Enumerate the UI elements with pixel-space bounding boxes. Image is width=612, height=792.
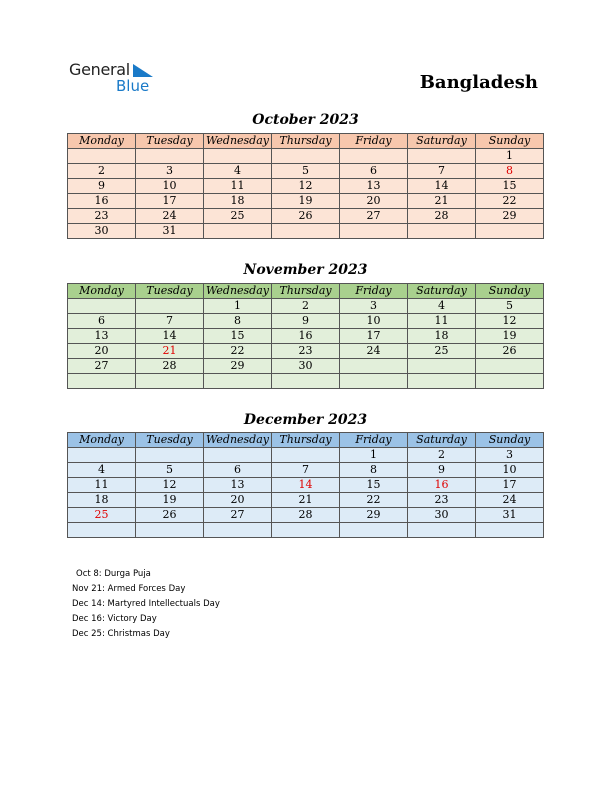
week-row bbox=[68, 194, 544, 209]
day-cell: 18 bbox=[68, 493, 136, 508]
day-cell: 25 bbox=[68, 508, 136, 523]
day-cell: 6 bbox=[68, 314, 136, 329]
day-cell: 15 bbox=[204, 329, 272, 344]
day-cell: 10 bbox=[476, 463, 544, 478]
weekday-header: Tuesday bbox=[136, 134, 204, 149]
weekday-header: Sunday bbox=[476, 433, 544, 448]
day-cell: 28 bbox=[408, 209, 476, 224]
empty-day-cell bbox=[272, 149, 340, 164]
day-cell: 3 bbox=[476, 448, 544, 463]
weekday-header: Monday bbox=[68, 433, 136, 448]
day-cell: 6 bbox=[340, 164, 408, 179]
day-cell: 26 bbox=[272, 209, 340, 224]
empty-day-cell bbox=[340, 224, 408, 239]
day-cell: 15 bbox=[340, 478, 408, 493]
day-cell: 2 bbox=[272, 299, 340, 314]
holiday-note: Oct 8: Durga Puja bbox=[76, 569, 151, 579]
day-cell: 10 bbox=[136, 179, 204, 194]
empty-day-cell bbox=[408, 224, 476, 239]
empty-day-cell bbox=[68, 374, 136, 389]
week-row bbox=[68, 179, 544, 194]
weekday-header: Saturday bbox=[408, 433, 476, 448]
day-cell: 21 bbox=[136, 344, 204, 359]
day-cell: 19 bbox=[136, 493, 204, 508]
weekday-header: Saturday bbox=[408, 284, 476, 299]
empty-day-cell bbox=[272, 523, 340, 538]
week-row bbox=[68, 523, 544, 538]
empty-day-cell bbox=[476, 359, 544, 374]
day-cell: 14 bbox=[272, 478, 340, 493]
weekday-header: Friday bbox=[340, 284, 408, 299]
day-cell: 17 bbox=[476, 478, 544, 493]
empty-day-cell bbox=[340, 359, 408, 374]
day-cell: 20 bbox=[340, 194, 408, 209]
day-cell: 12 bbox=[272, 179, 340, 194]
week-row bbox=[68, 344, 544, 359]
calendar-november bbox=[67, 283, 544, 389]
empty-day-cell bbox=[408, 374, 476, 389]
day-cell: 14 bbox=[136, 329, 204, 344]
day-cell: 16 bbox=[408, 478, 476, 493]
empty-day-cell bbox=[136, 299, 204, 314]
logo-text-general: General bbox=[69, 60, 130, 79]
empty-day-cell bbox=[408, 149, 476, 164]
week-row bbox=[68, 478, 544, 493]
day-cell: 13 bbox=[204, 478, 272, 493]
day-cell: 23 bbox=[68, 209, 136, 224]
day-cell: 4 bbox=[68, 463, 136, 478]
day-cell: 12 bbox=[136, 478, 204, 493]
day-cell: 29 bbox=[476, 209, 544, 224]
day-cell: 9 bbox=[408, 463, 476, 478]
logo-triangle-icon bbox=[133, 63, 155, 77]
week-row bbox=[68, 508, 544, 523]
day-cell: 5 bbox=[272, 164, 340, 179]
weekday-header: Wednesday bbox=[204, 284, 272, 299]
day-cell: 25 bbox=[408, 344, 476, 359]
week-row bbox=[68, 329, 544, 344]
day-cell: 27 bbox=[340, 209, 408, 224]
day-cell: 28 bbox=[136, 359, 204, 374]
week-row bbox=[68, 224, 544, 239]
holiday-notes bbox=[72, 567, 220, 642]
day-cell: 14 bbox=[408, 179, 476, 194]
country-title: Bangladesh bbox=[419, 72, 538, 93]
day-cell: 8 bbox=[204, 314, 272, 329]
logo-text-blue: Blue bbox=[116, 77, 150, 95]
day-cell: 27 bbox=[68, 359, 136, 374]
day-cell: 9 bbox=[272, 314, 340, 329]
day-cell: 31 bbox=[476, 508, 544, 523]
weekday-header: Monday bbox=[68, 284, 136, 299]
day-cell: 17 bbox=[340, 329, 408, 344]
empty-day-cell bbox=[408, 359, 476, 374]
day-cell: 7 bbox=[272, 463, 340, 478]
day-cell: 4 bbox=[408, 299, 476, 314]
weekday-header: Saturday bbox=[408, 134, 476, 149]
day-cell: 5 bbox=[136, 463, 204, 478]
weekday-header: Wednesday bbox=[204, 134, 272, 149]
week-row bbox=[68, 149, 544, 164]
empty-day-cell bbox=[136, 149, 204, 164]
day-cell: 3 bbox=[136, 164, 204, 179]
day-cell: 11 bbox=[204, 179, 272, 194]
week-row bbox=[68, 359, 544, 374]
empty-day-cell bbox=[68, 299, 136, 314]
day-cell: 18 bbox=[408, 329, 476, 344]
day-cell: 30 bbox=[68, 224, 136, 239]
day-cell: 29 bbox=[204, 359, 272, 374]
day-cell: 20 bbox=[204, 493, 272, 508]
day-cell: 12 bbox=[476, 314, 544, 329]
weekday-header: Friday bbox=[340, 134, 408, 149]
empty-day-cell bbox=[340, 523, 408, 538]
day-cell: 9 bbox=[68, 179, 136, 194]
day-cell: 17 bbox=[136, 194, 204, 209]
day-cell: 2 bbox=[408, 448, 476, 463]
calendar-october bbox=[67, 133, 544, 239]
weekday-header: Tuesday bbox=[136, 284, 204, 299]
empty-day-cell bbox=[272, 374, 340, 389]
weekday-header: Sunday bbox=[476, 134, 544, 149]
day-cell: 19 bbox=[476, 329, 544, 344]
holiday-note: Dec 14: Martyred Intellectuals Day bbox=[72, 599, 220, 609]
empty-day-cell bbox=[136, 448, 204, 463]
holiday-note: Dec 25: Christmas Day bbox=[72, 629, 170, 639]
empty-day-cell bbox=[68, 523, 136, 538]
weekday-header: Sunday bbox=[476, 284, 544, 299]
weekday-header-row bbox=[68, 433, 544, 448]
day-cell: 31 bbox=[136, 224, 204, 239]
weekday-header-row bbox=[68, 284, 544, 299]
calendar-december bbox=[67, 432, 544, 538]
day-cell: 22 bbox=[204, 344, 272, 359]
empty-day-cell bbox=[340, 374, 408, 389]
empty-day-cell bbox=[272, 224, 340, 239]
weekday-header: Monday bbox=[68, 134, 136, 149]
weekday-header-row bbox=[68, 134, 544, 149]
day-cell: 16 bbox=[272, 329, 340, 344]
day-cell: 21 bbox=[408, 194, 476, 209]
empty-day-cell bbox=[204, 224, 272, 239]
day-cell: 29 bbox=[340, 508, 408, 523]
day-cell: 1 bbox=[340, 448, 408, 463]
day-cell: 10 bbox=[340, 314, 408, 329]
day-cell: 24 bbox=[136, 209, 204, 224]
day-cell: 5 bbox=[476, 299, 544, 314]
empty-day-cell bbox=[408, 523, 476, 538]
day-cell: 6 bbox=[204, 463, 272, 478]
empty-day-cell bbox=[476, 224, 544, 239]
day-cell: 20 bbox=[68, 344, 136, 359]
week-row bbox=[68, 463, 544, 478]
weekday-header: Tuesday bbox=[136, 433, 204, 448]
day-cell: 26 bbox=[136, 508, 204, 523]
day-cell: 1 bbox=[476, 149, 544, 164]
empty-day-cell bbox=[476, 374, 544, 389]
day-cell: 25 bbox=[204, 209, 272, 224]
week-row bbox=[68, 314, 544, 329]
day-cell: 24 bbox=[476, 493, 544, 508]
day-cell: 21 bbox=[272, 493, 340, 508]
day-cell: 7 bbox=[136, 314, 204, 329]
day-cell: 28 bbox=[272, 508, 340, 523]
day-cell: 23 bbox=[272, 344, 340, 359]
day-cell: 16 bbox=[68, 194, 136, 209]
week-row bbox=[68, 493, 544, 508]
month-title-november: November 2023 bbox=[243, 262, 368, 278]
month-title-october: October 2023 bbox=[252, 112, 359, 128]
day-cell: 8 bbox=[340, 463, 408, 478]
empty-day-cell bbox=[136, 523, 204, 538]
day-cell: 19 bbox=[272, 194, 340, 209]
day-cell: 30 bbox=[408, 508, 476, 523]
day-cell: 1 bbox=[204, 299, 272, 314]
week-row bbox=[68, 164, 544, 179]
day-cell: 2 bbox=[68, 164, 136, 179]
day-cell: 8 bbox=[476, 164, 544, 179]
empty-day-cell bbox=[476, 523, 544, 538]
day-cell: 26 bbox=[476, 344, 544, 359]
weekday-header: Thursday bbox=[272, 134, 340, 149]
day-cell: 22 bbox=[340, 493, 408, 508]
weekday-header: Wednesday bbox=[204, 433, 272, 448]
day-cell: 4 bbox=[204, 164, 272, 179]
day-cell: 13 bbox=[68, 329, 136, 344]
month-title-december: December 2023 bbox=[243, 412, 368, 428]
day-cell: 7 bbox=[408, 164, 476, 179]
week-row bbox=[68, 448, 544, 463]
empty-day-cell bbox=[204, 149, 272, 164]
day-cell: 3 bbox=[340, 299, 408, 314]
empty-day-cell bbox=[204, 374, 272, 389]
empty-day-cell bbox=[272, 448, 340, 463]
week-row bbox=[68, 209, 544, 224]
day-cell: 23 bbox=[408, 493, 476, 508]
day-cell: 22 bbox=[476, 194, 544, 209]
holiday-note: Dec 16: Victory Day bbox=[72, 614, 157, 624]
empty-day-cell bbox=[204, 448, 272, 463]
week-row bbox=[68, 299, 544, 314]
empty-day-cell bbox=[204, 523, 272, 538]
day-cell: 18 bbox=[204, 194, 272, 209]
day-cell: 15 bbox=[476, 179, 544, 194]
empty-day-cell bbox=[68, 149, 136, 164]
day-cell: 27 bbox=[204, 508, 272, 523]
day-cell: 30 bbox=[272, 359, 340, 374]
day-cell: 24 bbox=[340, 344, 408, 359]
empty-day-cell bbox=[136, 374, 204, 389]
empty-day-cell bbox=[340, 149, 408, 164]
weekday-header: Friday bbox=[340, 433, 408, 448]
day-cell: 11 bbox=[408, 314, 476, 329]
day-cell: 13 bbox=[340, 179, 408, 194]
weekday-header: Thursday bbox=[272, 433, 340, 448]
empty-day-cell bbox=[68, 448, 136, 463]
holiday-note: Nov 21: Armed Forces Day bbox=[72, 584, 186, 594]
logo bbox=[69, 60, 169, 96]
week-row bbox=[68, 374, 544, 389]
day-cell: 11 bbox=[68, 478, 136, 493]
weekday-header: Thursday bbox=[272, 284, 340, 299]
